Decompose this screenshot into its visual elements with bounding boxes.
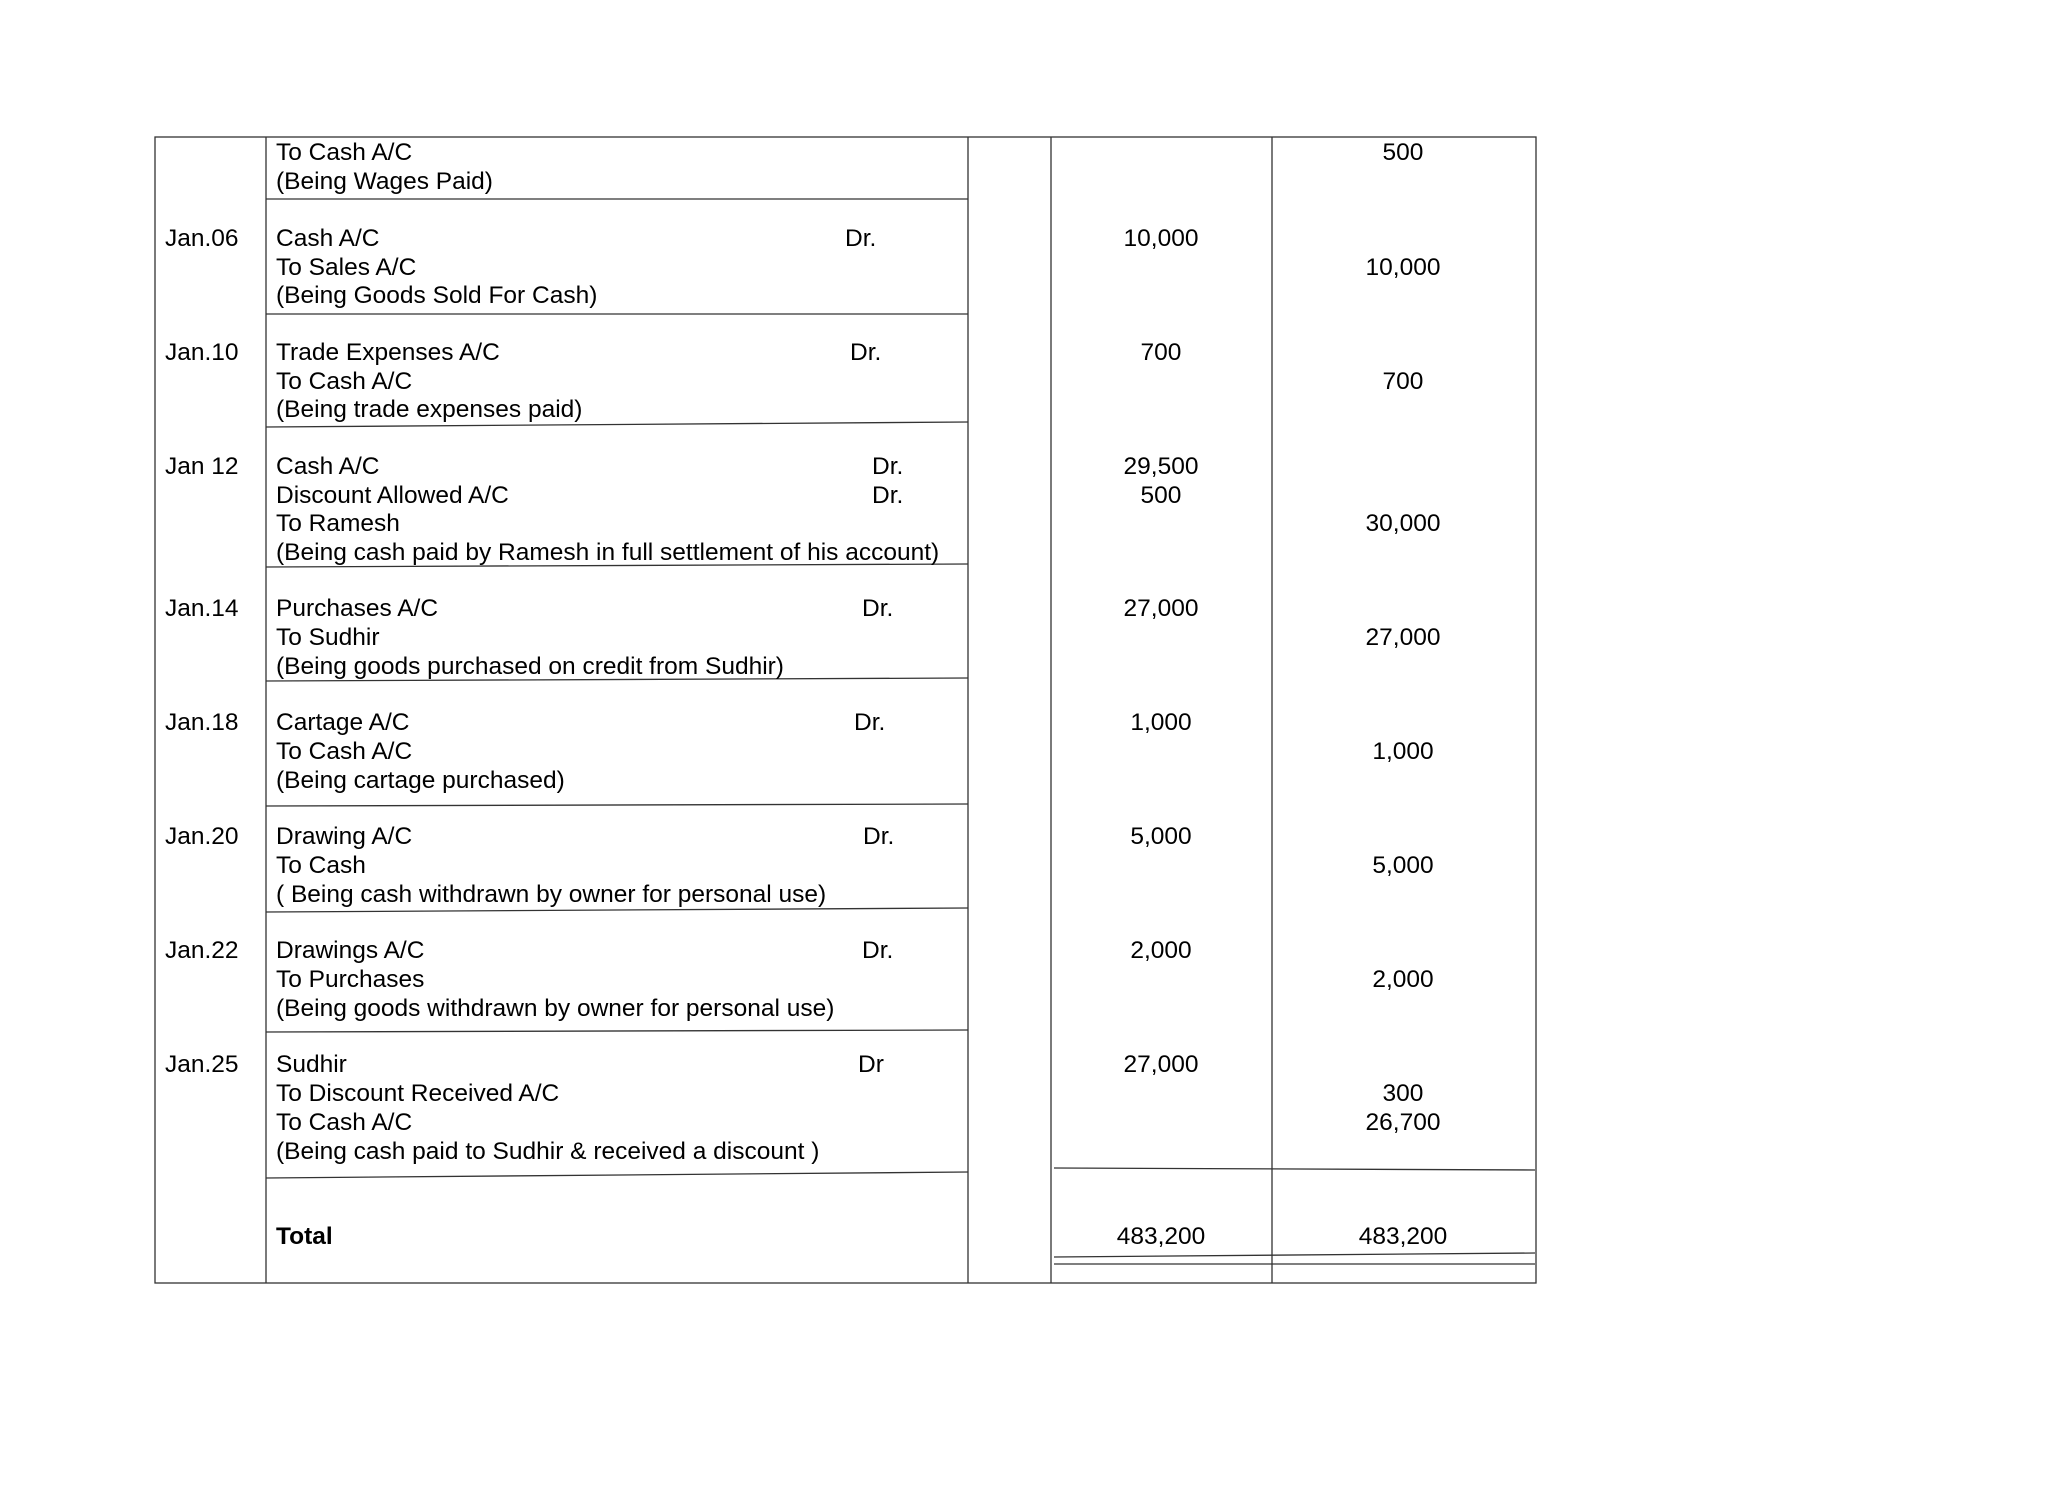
narration-line: (Being Goods Sold For Cash) [276,282,598,309]
debit-amount: 1,000 [1130,709,1192,736]
credit-amount: 26,700 [1365,1109,1441,1136]
credit-amount: 700 [1382,368,1424,395]
dr-mark: Dr. [863,823,895,850]
debit-amount: 5,000 [1130,823,1192,850]
account-line: To Discount Received A/C [276,1080,560,1107]
account-line: Sudhir [276,1051,347,1078]
dr-mark: Dr. [872,453,904,480]
narration-line: (Being Wages Paid) [276,168,493,195]
credit-amount: 27,000 [1365,624,1441,651]
entry-date: Jan.18 [165,709,239,736]
credit-amount: 10,000 [1365,254,1441,281]
total-debit: 483,200 [1116,1223,1206,1250]
entry-separator [266,804,968,806]
account-line: Drawings A/C [276,937,425,964]
entry-separator [266,1030,968,1032]
credit-amount: 300 [1382,1080,1424,1107]
entry-date: Jan.14 [165,595,239,622]
account-line: Discount Allowed A/C [276,482,509,509]
entry-date: Jan.10 [165,339,239,366]
narration-line: (Being cash paid by Ramesh in full settlement of his account) [276,539,940,566]
narration-line: (Being cartage purchased) [276,767,565,794]
credit-amount: 5,000 [1372,852,1434,879]
dr-mark: Dr. [862,937,894,964]
entry-date: Jan.06 [165,225,239,252]
narration-line: (Being goods withdrawn by owner for personal use) [276,995,835,1022]
entry-date: Jan.22 [165,937,239,964]
credit-amount: 500 [1382,139,1424,166]
dr-mark: Dr [858,1051,884,1078]
account-line: Cash A/C [276,453,380,480]
credit-amount: 1,000 [1372,738,1434,765]
account-line: To Cash A/C [276,738,413,765]
account-line: To Cash A/C [276,1109,413,1136]
account-line: Trade Expenses A/C [276,339,500,366]
debit-amount: 700 [1140,339,1182,366]
debit-amount: 10,000 [1123,225,1199,252]
debit-amount: 29,500 [1123,453,1199,480]
total-underline [1054,1253,1535,1257]
account-line: To Cash A/C [276,139,413,166]
dr-mark: Dr. [862,595,894,622]
credit-amount: 30,000 [1365,510,1441,537]
total-label: Total [276,1223,333,1250]
entry-date: Jan.25 [165,1051,239,1078]
credit-amount: 2,000 [1372,966,1434,993]
debit-amount: 2,000 [1130,937,1192,964]
total-credit: 483,200 [1358,1223,1448,1250]
narration-line: (Being goods purchased on credit from Sudhir) [276,653,784,680]
narration-line: ( Being cash withdrawn by owner for personal use) [276,881,827,908]
entry-date: Jan.20 [165,823,239,850]
dr-mark: Dr. [850,339,882,366]
account-line: To Purchases [276,966,425,993]
account-line: To Sales A/C [276,254,417,281]
account-line: Cartage A/C [276,709,410,736]
account-line: To Ramesh [276,510,400,537]
account-line: To Cash [276,852,366,879]
narration-line: (Being cash paid to Sudhir & received a discount ) [276,1138,820,1165]
entry-separator [266,1172,968,1178]
account-line: Purchases A/C [276,595,439,622]
account-line: To Sudhir [276,624,380,651]
account-line: To Cash A/C [276,368,413,395]
account-line: Drawing A/C [276,823,413,850]
dr-mark: Dr. [872,482,904,509]
entry-date: Jan 12 [165,453,239,480]
narration-line: (Being trade expenses paid) [276,396,583,423]
account-line: Cash A/C [276,225,380,252]
dr-mark: Dr. [845,225,877,252]
debit-amount: 27,000 [1123,595,1199,622]
dr-mark: Dr. [854,709,886,736]
subtotal-rule [1054,1168,1535,1170]
debit-amount: 27,000 [1123,1051,1199,1078]
debit-amount: 500 [1140,482,1182,509]
